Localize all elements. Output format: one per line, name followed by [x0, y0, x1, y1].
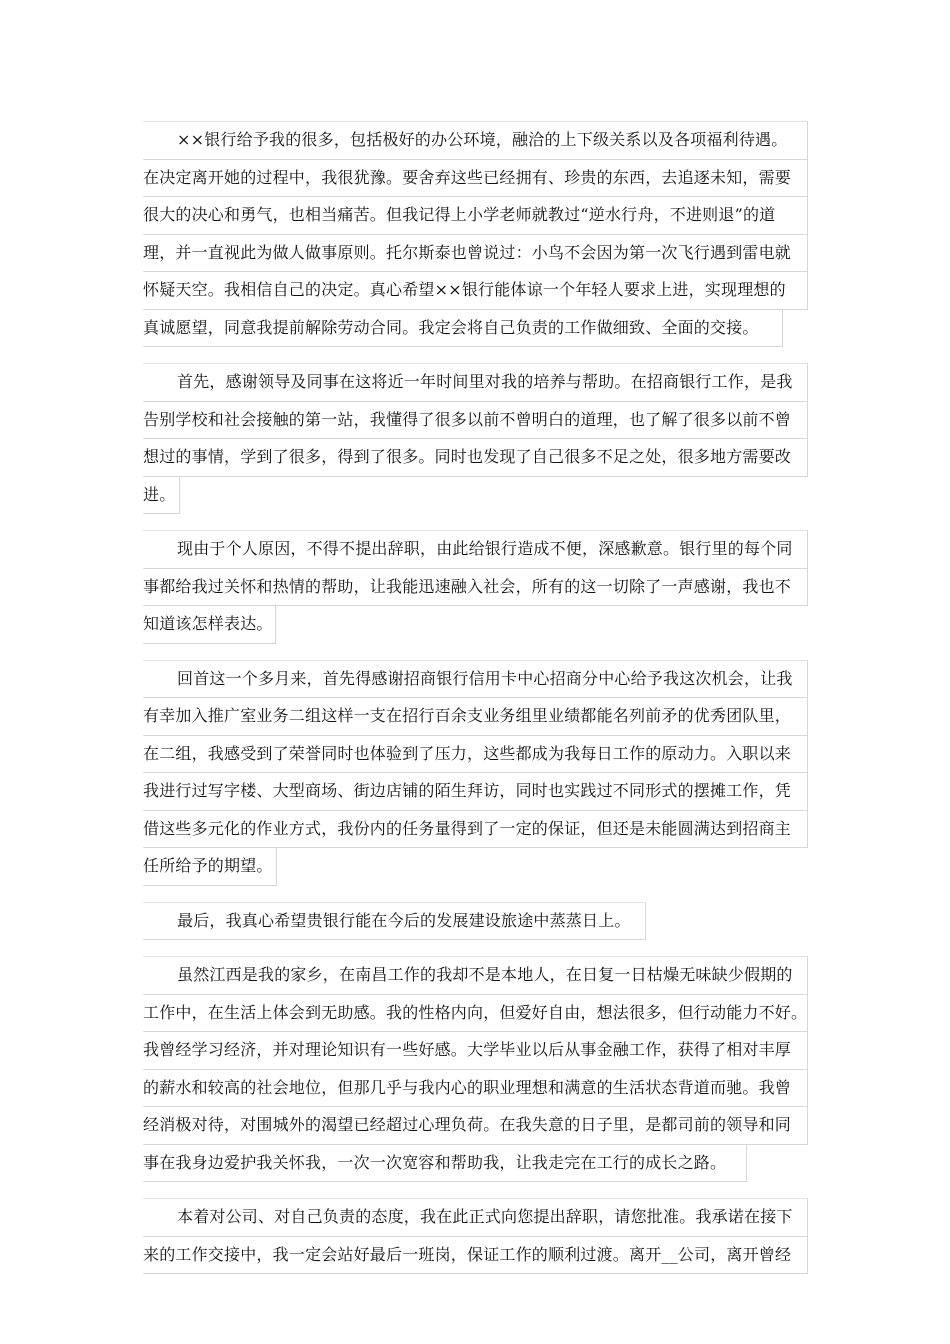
text-line: 有幸加入推广室业务二组这样一支在招行百余支业务组里业绩都能名列前矛的优秀团队里，: [143, 698, 808, 736]
text-line: ××银行给予我的很多，包括极好的办公环境，融洽的上下级关系以及各项福利待遇。: [143, 121, 808, 160]
text-line: 事都给我过关怀和热情的帮助，让我能迅速融入社会，所有的这一切除了一声感谢，我也不: [143, 569, 808, 607]
text-line: 的薪水和较高的社会地位，但那几乎与我内心的职业理想和满意的生活状态背道而驰。我曾: [143, 1070, 808, 1108]
text-line: 首先，感谢领导及同事在这将近一年时间里对我的培养与帮助。在招商银行工作，是我: [143, 363, 808, 402]
text-line: 进。: [143, 477, 180, 515]
text-line: 本着对公司、对自己负责的态度，我在此正式向您提出辞职，请您批准。我承诺在接下: [143, 1198, 808, 1237]
text-line: 事在我身边爱护我关怀我，一次一次宽容和帮助我，让我走完在工行的成长之路。: [143, 1145, 747, 1183]
paragraph-3: [143, 530, 808, 644]
text-line: 在决定离开她的过程中，我很犹豫。要舍弃这些已经拥有、珍贵的东西，去追逐未知，需要: [143, 160, 808, 198]
paragraph-2: [143, 363, 808, 514]
text-line: 虽然江西是我的家乡，在南昌工作的我却不是本地人，在日复一日枯燥无味缺少假期的: [143, 956, 808, 995]
text-line: 想过的事情，学到了很多，得到了很多。同时也发现了自己很多不足之处，很多地方需要改: [143, 439, 808, 477]
text-line: 我曾经学习经济，并对理论知识有一些好感。大学毕业以后从事金融工作，获得了相对丰厚: [143, 1032, 808, 1070]
document-page: [143, 121, 808, 1274]
text-line: 工作中，在生活上体会到无助感。我的性格内向，但爱好自由，想法很多，但行动能力不好。: [143, 995, 808, 1033]
text-line: 任所给予的期望。: [143, 848, 277, 886]
text-line: 很大的决心和勇气，也相当痛苦。但我记得上小学老师就教过“逆水行舟，不进则退”的道: [143, 197, 808, 235]
text-line: 知道该怎样表达。: [143, 606, 276, 644]
text-line: 现由于个人原因，不得不提出辞职，由此给银行造成不便，深感歉意。银行里的每个同: [143, 530, 808, 569]
paragraph-5: [143, 902, 808, 941]
text-line: 真诚愿望，同意我提前解除劳动合同。我定会将自己负责的工作做细致、全面的交接。: [143, 310, 783, 348]
text-line: 来的工作交接中，我一定会站好最后一班岗，保证工作的顺利过渡。离开__公司，离开曾经: [143, 1237, 808, 1275]
text-line: 借这些多元化的作业方式，我份内的任务量得到了一定的保证，但还是未能圆满达到招商主: [143, 811, 808, 849]
text-line: 经消极对待，对围城外的渴望已经超过心理负荷。在我失意的日子里，是都司前的领导和同: [143, 1107, 808, 1145]
paragraph-6: [143, 956, 808, 1182]
text-line: 回首这一个多月来，首先得感谢招商银行信用卡中心招商分中心给予我这次机会，让我: [143, 660, 808, 699]
text-line: 在二组，我感受到了荣誉同时也体验到了压力，这些都成为我每日工作的原动力。入职以来: [143, 736, 808, 774]
paragraph-4: [143, 660, 808, 886]
text-line: 怀疑天空。我相信自己的决定。真心希望××银行能体谅一个年轻人要求上进，实现理想的: [143, 272, 808, 310]
text-line: 我进行过写字楼、大型商场、街边店铺的陌生拜访，同时也实践过不同形式的摆摊工作，凭: [143, 773, 808, 811]
text-line: 最后，我真心希望贵银行能在今后的发展建设旅途中蒸蒸日上。: [143, 902, 646, 941]
text-line: 告别学校和社会接触的第一站，我懂得了很多以前不曾明白的道理，也了解了很多以前不曾: [143, 402, 808, 440]
text-line: 理，并一直视此为做人做事原则。托尔斯泰也曾说过：小鸟不会因为第一次飞行遇到雷电就: [143, 235, 808, 273]
paragraph-1: [143, 121, 808, 347]
paragraph-7: [143, 1198, 808, 1274]
